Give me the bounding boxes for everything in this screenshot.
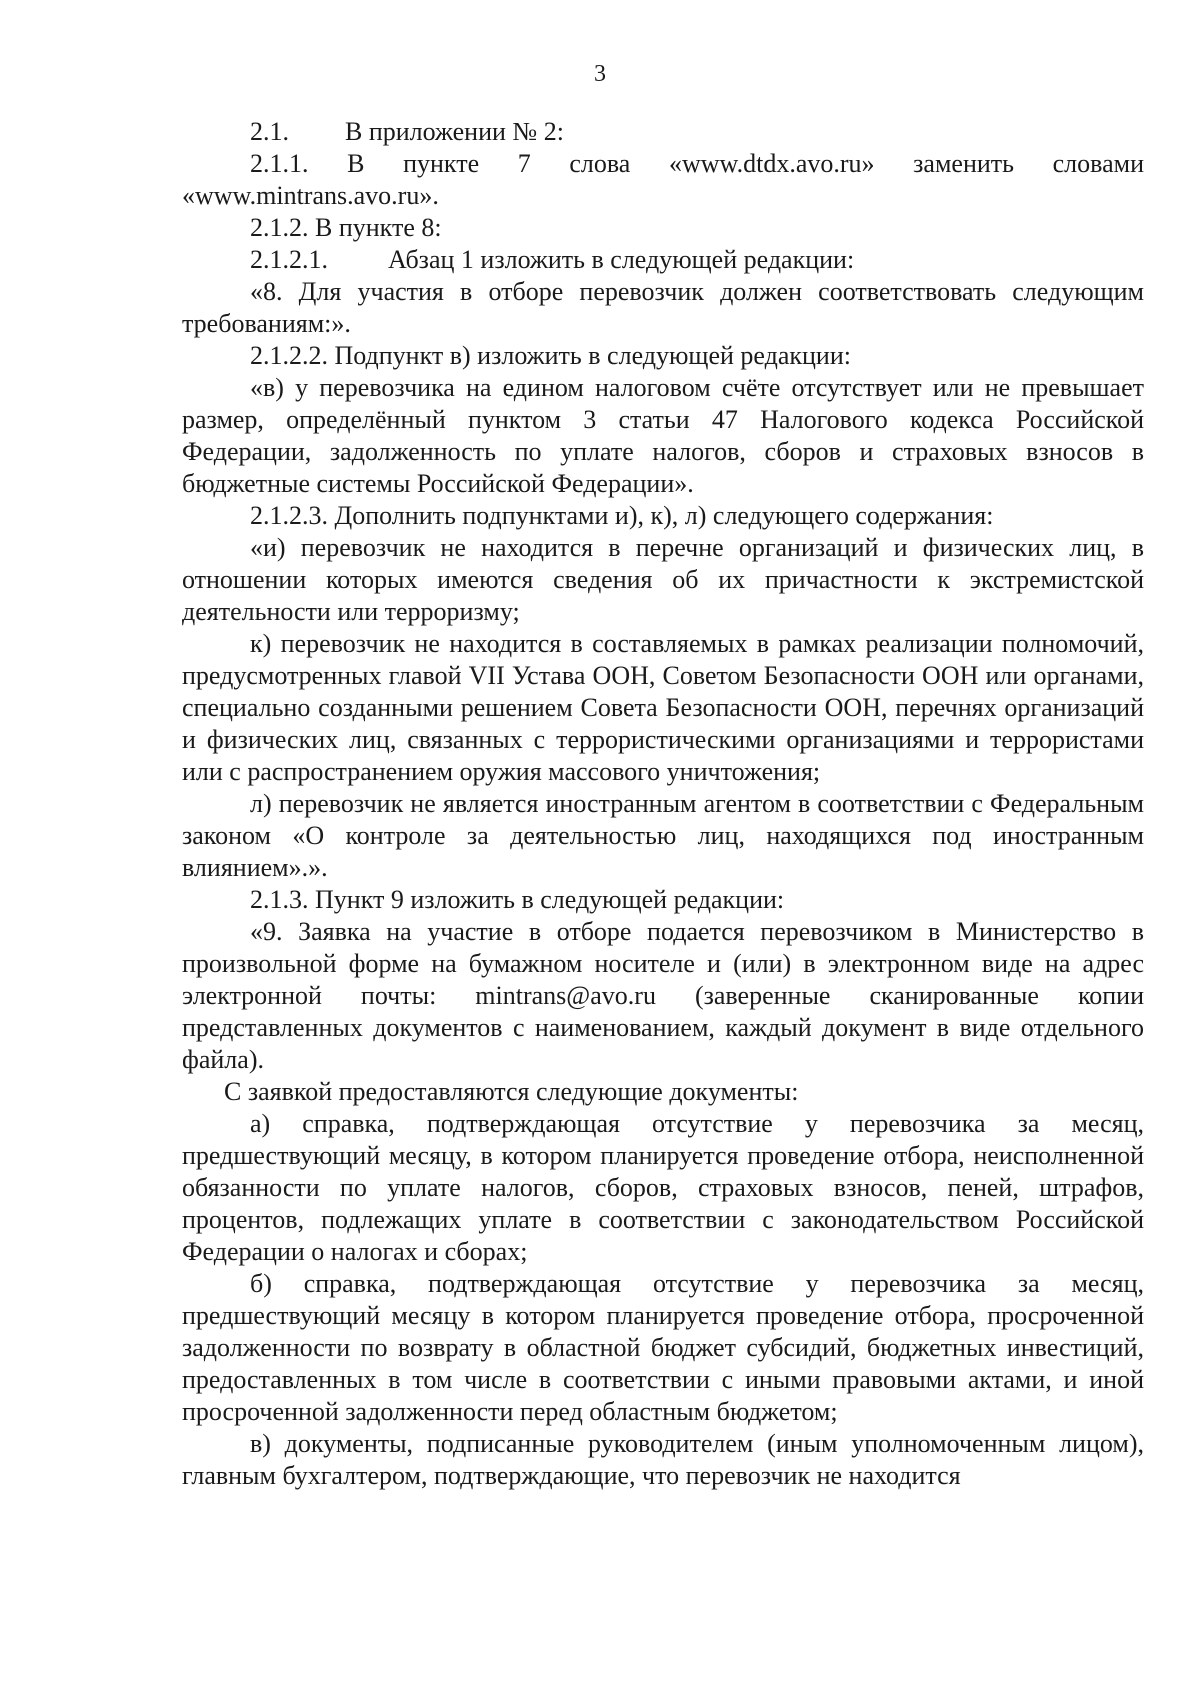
paragraph-line: «www.mintrans.avo.ru». xyxy=(182,181,439,210)
paragraph-subitem-v: «в) у перевозчика на едином налоговом счёте отсутствует или не превышает размер, определённый пунктом 3 статьи 47 Налогового кодекса Российской Федерации, задолженность по уплате налогов, сборов и страховых взносов в бюджетные системы Российской Федерации». xyxy=(182,373,1144,498)
paragraph-subitem-k: к) перевозчик не находится в составляемых в рамках реализации полномочий, предусмотренных главой VII Устава ООН, Советом Безопасности ООН или органами, специально созданными решением Совета Безопасности ООН, перечнях организаций и физических лиц, связанных с террористическими организациями и террористами или с распространением оружия массового уничтожения; xyxy=(182,629,1144,786)
paragraph-item-v: в) документы, подписанные руководителем (иным уполномоченным лицом), главным бухгалтером, подтверждающие, что перевозчик не находится xyxy=(182,1429,1144,1490)
paragraph-2-1-1-continued xyxy=(182,180,1144,212)
paragraph-documents-intro: С заявкой предоставляются следующие документы: xyxy=(224,1077,799,1106)
page-number: 3 xyxy=(594,61,606,87)
paragraph-2-1-2: 2.1.2. В пункте 8: xyxy=(250,213,442,242)
paragraph-2-1-2-1 xyxy=(182,244,1144,276)
clause-number: 2.1.2.1. xyxy=(250,245,328,274)
document-body xyxy=(182,116,1144,1492)
paragraph-quote-8: «8. Для участия в отборе перевозчик должен соответствовать следующим требованиям:». xyxy=(182,277,1144,338)
paragraph-2-1-2-3: 2.1.2.3. Дополнить подпунктами и), к), л) следующего содержания: xyxy=(250,501,994,530)
paragraph-item-a: а) справка, подтверждающая отсутствие у перевозчика за месяц, предшествующий месяцу, в котором планируется проведение отбора, неисполненной обязанности по уплате налогов, сборов, страховых взносов, пеней, штрафов, процентов, подлежащих уплате в соответствии с законодательством Российской Федерации о налогах и сборах; xyxy=(182,1109,1144,1266)
paragraph-subitem-l: л) перевозчик не является иностранным агентом в соответствии с Федеральным законом «О контроле за деятельностью лиц, находящихся под иностранным влиянием».». xyxy=(182,789,1144,882)
paragraph-2-1 xyxy=(182,116,1144,148)
paragraph-line: 2.1.1. В пункте 7 слова «www.dtdx.avo.ru» заменить словами xyxy=(250,149,1144,178)
paragraph-2-1-1 xyxy=(182,148,1144,180)
paragraph-2-1-3: 2.1.3. Пункт 9 изложить в следующей редакции: xyxy=(250,885,785,914)
paragraph-2-1-2-2: 2.1.2.2. Подпункт в) изложить в следующей редакции: xyxy=(250,341,851,370)
paragraph-item-b: б) справка, подтверждающая отсутствие у перевозчика за месяц, предшествующий месяцу в котором планируется проведение отбора, просроченной задолженности по возврату в областной бюджет субсидий, бюджетных инвестиций, предоставленных в том числе в соответствии с иными правовыми актами, и иной просроченной задолженности перед областным бюджетом; xyxy=(182,1269,1144,1426)
paragraph-subitem-i: «и) перевозчик не находится в перечне организаций и физических лиц, в отношении которых имеются сведения об их причастности к экстремистской деятельности или терроризму; xyxy=(182,533,1144,626)
clause-number: 2.1. xyxy=(250,117,289,146)
clause-text: Абзац 1 изложить в следующей редакции: xyxy=(388,245,855,274)
paragraph-quote-9: «9. Заявка на участие в отборе подается перевозчиком в Министерство в произвольной форме на бумажном носителе и (или) в электронном виде на адрес электронной почты: mintrans@avo.ru (заверенные сканированные копии представленных документов с наименованием, каждый документ в виде отдельного файла). xyxy=(182,917,1144,1074)
clause-text: В приложении № 2: xyxy=(345,117,564,146)
